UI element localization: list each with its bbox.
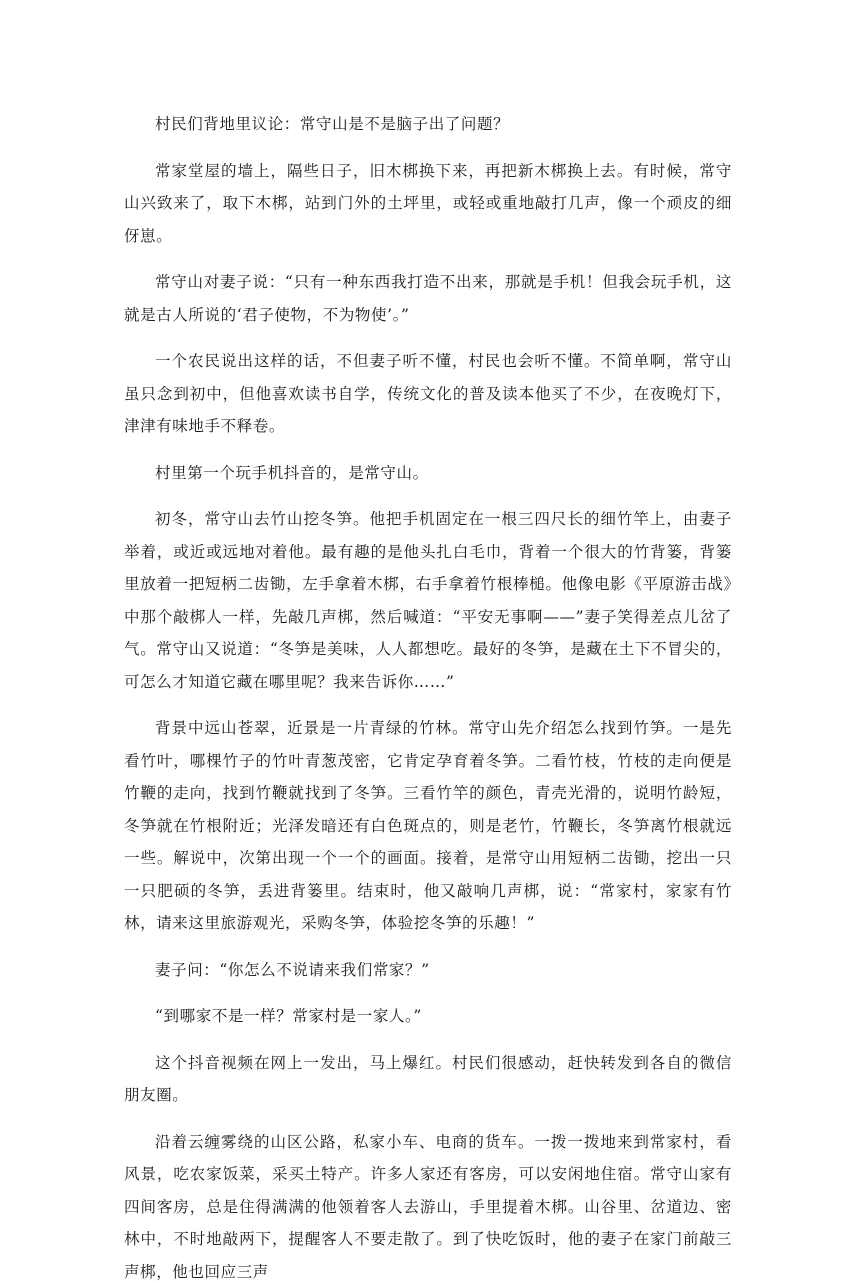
- paragraph-1: 村民们背地里议论：常守山是不是脑子出了问题？: [124, 108, 732, 141]
- paragraph-8: 妻子问：“你怎么不说请来我们常家？”: [124, 954, 732, 987]
- paragraph-4: 一个农民说出这样的话，不但妻子听不懂，村民也会听不懂。不简单啊，常守山虽只念到初中，但他喜欢读书自学，传统文化的普及读本他买了不少，在夜晚灯下，津津有味地手不释卷。: [124, 345, 732, 443]
- paragraph-3: 常守山对妻子说：“只有一种东西我打造不出来，那就是手机！但我会玩手机，这就是古人所说的‘君子使物，不为物使’。”: [124, 266, 732, 331]
- paragraph-6: 初冬，常守山去竹山挖冬笋。他把手机固定在一根三四尺长的细竹竿上，由妻子举着，或近或远地对着他。最有趣的是他头扎白毛巾，背着一个很大的竹背篓，背篓里放着一把短柄二齿锄，左手拿着木梆，右手拿着竹根棒槌。他像电影《平原游击战》中那个敲梆人一样，先敲几声梆，然后喊道：“平安无事啊——”妻子笑得差点儿岔了气。常守山又说道：“冬笋是美味，人人都想吃。最好的冬笋，是藏在土下不冒尖的，可怎么才知道它藏在哪里呢？我来告诉你……”: [124, 503, 732, 698]
- paragraph-7: 背景中远山苍翠，近景是一片青绿的竹林。常守山先介绍怎么找到竹笋。一是先看竹叶，哪棵竹子的竹叶青葱茂密，它肯定孕育着冬笋。二看竹枝，竹枝的走向便是竹鞭的走向，找到竹鞭就找到了冬笋。三看竹竿的颜色，青壳光滑的，说明竹龄短，冬笋就在竹根附近；光泽发暗还有白色斑点的，则是老竹，竹鞭长，冬笋离竹根就远一些。解说中，次第出现一个一个的画面。接着，是常守山用短柄二齿锄，挖出一只一只肥硕的冬笋，丢进背篓里。结束时，他又敲响几声梆，说：“常家村，家家有竹林，请来这里旅游观光，采购冬笋，体验挖冬笋的乐趣！”: [124, 712, 732, 940]
- paragraph-9: “到哪家不是一样？常家村是一家人。”: [124, 1000, 732, 1033]
- paragraph-10: 这个抖音视频在网上一发出，马上爆红。村民们很感动，赶快转发到各自的微信朋友圈。: [124, 1047, 732, 1112]
- paragraph-2: 常家堂屋的墙上，隔些日子，旧木梆换下来，再把新木梆换上去。有时候，常守山兴致来了，取下木梆，站到门外的土坪里，或轻或重地敲打几声，像一个顽皮的细伢崽。: [124, 155, 732, 253]
- paragraph-5: 村里第一个玩手机抖音的，是常守山。: [124, 457, 732, 490]
- paragraph-11: 沿着云缠雾绕的山区公路，私家小车、电商的货车。一拨一拨地来到常家村，看风景，吃农家饭菜，采买土特产。许多人家还有客房，可以安闲地住宿。常守山家有四间客房，总是住得满满的他领着客人去游山，手里提着木梆。山谷里、岔道边、密林中，不时地敲两下，提醒客人不要走散了。到了快吃饭时，他的妻子在家门前敲三声梆，他也回应三声: [124, 1126, 732, 1288]
